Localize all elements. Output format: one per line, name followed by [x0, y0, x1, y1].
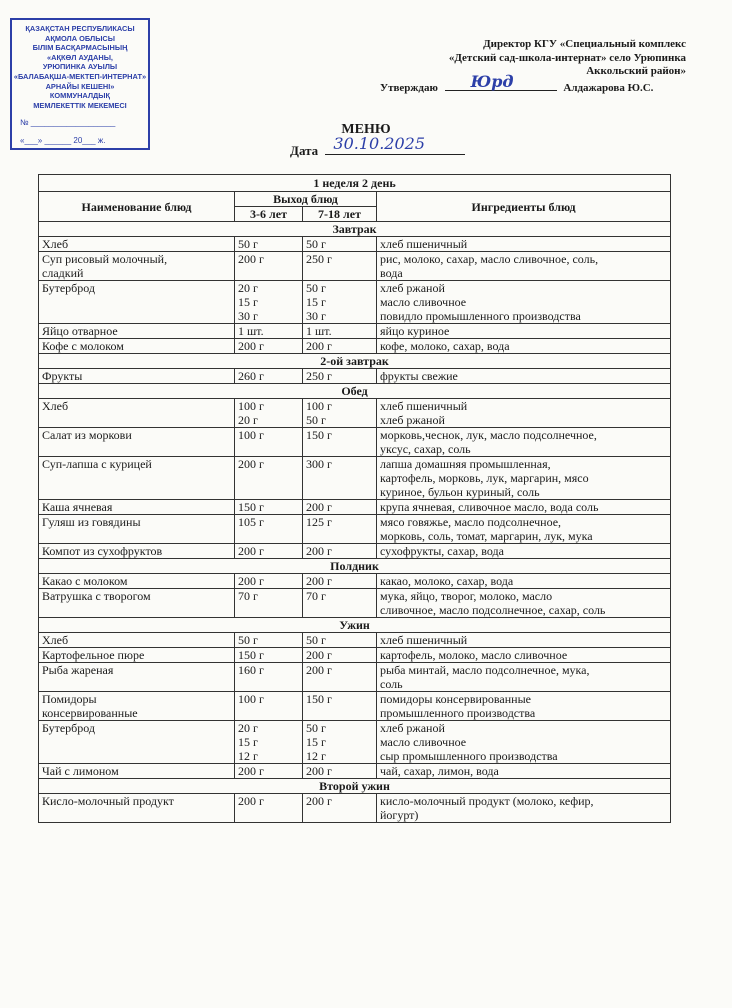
dish-cell	[39, 589, 235, 618]
ingredients-cell	[377, 544, 671, 559]
cell-line: 50 г	[306, 633, 326, 647]
portion-3-6-cell	[235, 515, 303, 544]
stamp-line: АРНАЙЫ КЕШЕНІ»	[45, 81, 115, 91]
portion-7-18-cell	[303, 252, 377, 281]
portion-3-6-cell	[235, 369, 303, 384]
ingredients-cell	[377, 457, 671, 500]
director-line: Аккольский район»	[586, 65, 686, 77]
cell-line: Суп рисовый молочный,	[42, 252, 168, 266]
stamp-line: БІЛІМ БАСҚАРМАСЫНЫҢ	[32, 43, 128, 53]
cell-line: хлеб пшеничный	[380, 237, 468, 251]
cell-line: 50 г	[238, 237, 258, 251]
cell-line: лапша домашняя промышленная,	[380, 457, 551, 471]
portion-3-6-cell	[235, 663, 303, 692]
cell-line: 200 г	[238, 764, 264, 778]
cell-line: Хлеб	[42, 633, 69, 647]
cell-line: соль	[380, 677, 403, 691]
cell-line: 300 г	[306, 457, 332, 471]
cell-line: яйцо куриное	[380, 324, 450, 338]
portion-3-6-cell	[235, 339, 303, 354]
ingredients-cell	[377, 515, 671, 544]
portion-3-6-cell	[235, 721, 303, 764]
cell-line: кисло-молочный продукт (молоко, кефир,	[380, 794, 594, 808]
cell-line: 100 г	[238, 399, 264, 413]
ingredients-cell	[377, 764, 671, 779]
cell-line: 100 г	[238, 428, 264, 442]
week-day-header: 1 неделя 2 день	[39, 175, 671, 192]
ingredients-cell	[377, 500, 671, 515]
table-row	[39, 633, 671, 648]
cell-line: 200 г	[306, 500, 332, 514]
cell-line: йогурт)	[380, 808, 419, 822]
director-line: Директор КГУ «Специальный комплекс	[483, 38, 686, 50]
dish-cell	[39, 237, 235, 252]
table-row	[39, 399, 671, 428]
table-row	[39, 428, 671, 457]
cell-line: Компот из сухофруктов	[42, 544, 163, 558]
cell-line: Хлеб	[42, 237, 69, 251]
section-row	[39, 618, 671, 633]
portion-7-18-cell	[303, 500, 377, 515]
portion-7-18-cell	[303, 692, 377, 721]
portion-7-18-cell	[303, 237, 377, 252]
signature-line	[445, 72, 557, 91]
dish-cell	[39, 692, 235, 721]
section-row	[39, 354, 671, 369]
section-title: Полдник	[39, 559, 671, 574]
table-row	[39, 764, 671, 779]
cell-line: 50 г	[238, 633, 258, 647]
cell-line: масло сливочное	[380, 735, 467, 749]
portion-7-18-cell	[303, 794, 377, 823]
approval-line	[380, 72, 654, 94]
portion-3-6-cell	[235, 281, 303, 324]
table-row	[39, 721, 671, 764]
cell-line: сладкий	[42, 266, 84, 280]
portion-3-6-cell	[235, 399, 303, 428]
page-title: МЕНЮ	[341, 122, 391, 137]
dish-cell	[39, 500, 235, 515]
portion-3-6-cell	[235, 589, 303, 618]
cell-line: 12 г	[306, 749, 326, 763]
table-row	[39, 457, 671, 500]
cell-line: Хлеб	[42, 399, 69, 413]
section-title: Ужин	[39, 618, 671, 633]
cell-line: Фрукты	[42, 369, 83, 383]
cell-line: мясо говяжье, масло подсолнечное,	[380, 515, 562, 529]
cell-line: куриное, бульон куриный, соль	[380, 485, 540, 499]
cell-line: 50 г	[306, 721, 326, 735]
cell-line: 70 г	[306, 589, 326, 603]
cell-line: помидоры консервированные	[380, 692, 531, 706]
cell-line: 160 г	[238, 663, 264, 677]
stamp-line: МЕМЛЕКЕТТІК МЕКЕМЕСІ	[33, 100, 127, 110]
cell-line: 15 г	[306, 295, 326, 309]
table-row	[39, 648, 671, 663]
portion-7-18-cell	[303, 764, 377, 779]
cell-line: 200 г	[238, 574, 264, 588]
portion-3-6-cell	[235, 794, 303, 823]
cell-line: 200 г	[238, 457, 264, 471]
portion-3-6-cell	[235, 252, 303, 281]
table-row	[39, 237, 671, 252]
cell-line: хлеб ржаной	[380, 281, 445, 295]
portion-7-18-cell	[303, 663, 377, 692]
dish-cell	[39, 633, 235, 648]
cell-line: масло сливочное	[380, 295, 467, 309]
cell-line: крупа ячневая, сливочное масло, вода соль	[380, 500, 599, 514]
dish-cell	[39, 399, 235, 428]
signature: Юрд	[470, 72, 514, 91]
cell-line: Кофе с молоком	[42, 339, 124, 353]
cell-line: 150 г	[306, 428, 332, 442]
cell-line: хлеб ржаной	[380, 721, 445, 735]
section-title: Завтрак	[39, 222, 671, 237]
cell-line: 200 г	[238, 252, 264, 266]
ingredients-cell	[377, 324, 671, 339]
portion-3-6-cell	[235, 633, 303, 648]
dish-cell	[39, 764, 235, 779]
ingredients-cell	[377, 399, 671, 428]
cell-line: 150 г	[238, 500, 264, 514]
cell-line: 200 г	[306, 339, 332, 353]
cell-line: 150 г	[306, 692, 332, 706]
table-row	[39, 369, 671, 384]
portion-3-6-cell	[235, 428, 303, 457]
cell-line: Помидоры	[42, 692, 97, 706]
portion-7-18-cell	[303, 574, 377, 589]
cell-line: 1 шт.	[306, 324, 332, 338]
cell-line: Каша ячневая	[42, 500, 113, 514]
table-row	[39, 574, 671, 589]
cell-line: Рыба жареная	[42, 663, 114, 677]
cell-line: мука, яйцо, творог, молоко, масло	[380, 589, 553, 603]
cell-line: 200 г	[238, 544, 264, 558]
ingredients-cell	[377, 794, 671, 823]
section-row	[39, 222, 671, 237]
cell-line: Ватрушка с творогом	[42, 589, 151, 603]
stamp-line: КОММУНАЛДЫҚ	[49, 91, 111, 101]
section-title: Второй ужин	[39, 779, 671, 794]
cell-line: 150 г	[238, 648, 264, 662]
date-label: Дата	[290, 143, 319, 158]
dish-cell	[39, 281, 235, 324]
cell-line: хлеб пшеничный	[380, 399, 468, 413]
cell-line: Чай с лимоном	[42, 764, 119, 778]
cell-line: рис, молоко, сахар, масло сливочное, соль,	[380, 252, 599, 266]
dish-cell	[39, 324, 235, 339]
portion-7-18-cell	[303, 324, 377, 339]
stamp-date-line: «___» ______ 20___ ж.	[20, 135, 106, 145]
table-row	[39, 663, 671, 692]
table-row	[39, 515, 671, 544]
dish-cell	[39, 339, 235, 354]
cell-line: промышленного производства	[380, 706, 536, 720]
ingredients-column-header: Ингредиенты блюд	[377, 192, 671, 222]
cell-line: морковь, соль, томат, маргарин, лук, мука	[380, 529, 593, 543]
director-line: «Детский сад-школа-интернат» село Урюпинка	[448, 51, 686, 64]
dish-cell	[39, 252, 235, 281]
table-row	[39, 794, 671, 823]
portion-7-18-cell	[303, 589, 377, 618]
ingredients-cell	[377, 237, 671, 252]
ingredients-cell	[377, 339, 671, 354]
cell-line: 100 г	[238, 692, 264, 706]
cell-line: сливочное, масло подсолнечное, сахар, соль	[380, 603, 606, 617]
cell-line: морковь,чеснок, лук, масло подсолнечное,	[380, 428, 597, 442]
table-row	[39, 339, 671, 354]
dish-cell	[39, 369, 235, 384]
cell-line: Гуляш из говядины	[42, 515, 141, 529]
stamp-line: «БАЛАБАҚША-МЕКТЕП-ИНТЕРНАТ»	[13, 71, 147, 81]
cell-line: вода	[380, 266, 403, 280]
stamp-line: «АҚКӨЛ АУДАНЫ,	[47, 52, 113, 62]
cell-line: 50 г	[306, 413, 326, 427]
cell-line: 200 г	[238, 339, 264, 353]
table-row	[39, 252, 671, 281]
dish-cell	[39, 663, 235, 692]
cell-line: 20 г	[238, 281, 258, 295]
portion-7-18-cell	[303, 457, 377, 500]
cell-line: какао, молоко, сахар, вода	[380, 574, 514, 588]
date-line	[325, 134, 465, 155]
cell-line: 200 г	[306, 574, 332, 588]
cell-line: чай, сахар, лимон, вода	[380, 764, 499, 778]
cell-line: 30 г	[238, 309, 258, 323]
cell-line: сухофрукты, сахар, вода	[380, 544, 504, 558]
date-row	[290, 134, 465, 159]
stamp-line: УРЮПИНКА АУЫЛЫ	[42, 62, 118, 72]
portion-7-18-cell	[303, 648, 377, 663]
age-7-18-header: 7-18 лет	[303, 207, 377, 222]
portion-3-6-cell	[235, 237, 303, 252]
cell-line: 15 г	[238, 295, 258, 309]
cell-line: повидло промышленного производства	[380, 309, 581, 323]
cell-line: 200 г	[306, 794, 332, 808]
ingredients-cell	[377, 663, 671, 692]
cell-line: уксус, сахар, соль	[380, 442, 471, 456]
cell-line: 200 г	[306, 663, 332, 677]
table-row	[39, 589, 671, 618]
table-row	[39, 692, 671, 721]
portion-3-6-cell	[235, 457, 303, 500]
table-row	[39, 281, 671, 324]
date-value: 30.10.2025	[333, 134, 426, 153]
dish-cell	[39, 457, 235, 500]
cell-line: 50 г	[306, 281, 326, 295]
ingredients-cell	[377, 721, 671, 764]
cell-line: Картофельное пюре	[42, 648, 145, 662]
dish-cell	[39, 515, 235, 544]
cell-line: фрукты свежие	[380, 369, 458, 383]
portion-7-18-cell	[303, 399, 377, 428]
ingredients-cell	[377, 648, 671, 663]
stamp-number-line: № ___________________	[20, 118, 116, 128]
signer-name: Алдажарова Ю.С.	[563, 82, 654, 94]
cell-line: 70 г	[238, 589, 258, 603]
ingredients-cell	[377, 428, 671, 457]
section-row	[39, 779, 671, 794]
portion-3-6-cell	[235, 574, 303, 589]
table-row	[39, 324, 671, 339]
ingredients-cell	[377, 589, 671, 618]
cell-line: Кисло-молочный продукт	[42, 794, 174, 808]
cell-line: 20 г	[238, 413, 258, 427]
portion-7-18-cell	[303, 339, 377, 354]
portion-7-18-cell	[303, 281, 377, 324]
ingredients-cell	[377, 369, 671, 384]
cell-line: 50 г	[306, 237, 326, 251]
approve-label: Утверждаю	[380, 82, 438, 94]
portion-7-18-cell	[303, 544, 377, 559]
cell-line: рыба минтай, масло подсолнечное, мука,	[380, 663, 590, 677]
cell-line: картофель, морковь, лук, маргарин, мясо	[380, 471, 589, 485]
portion-7-18-cell	[303, 428, 377, 457]
stamp-line: АҚМОЛА ОБЛЫСЫ	[44, 33, 116, 43]
dish-cell	[39, 648, 235, 663]
cell-line: 250 г	[306, 252, 332, 266]
cell-line: Какао с молоком	[42, 574, 128, 588]
dish-cell	[39, 721, 235, 764]
cell-line: консервированные	[42, 706, 138, 720]
portion-3-6-cell	[235, 500, 303, 515]
section-title: Обед	[39, 384, 671, 399]
cell-line: 200 г	[238, 794, 264, 808]
portion-7-18-cell	[303, 633, 377, 648]
portion-3-6-cell	[235, 764, 303, 779]
section-title: 2-ой завтрак	[39, 354, 671, 369]
table-row	[39, 544, 671, 559]
cell-line: Суп-лапша с курицей	[42, 457, 152, 471]
portion-3-6-cell	[235, 544, 303, 559]
cell-line: 105 г	[238, 515, 264, 529]
stamp-line: ҚАЗАҚСТАН РЕСПУБЛИКАСЫ	[25, 24, 135, 33]
dish-cell	[39, 794, 235, 823]
cell-line: Бутерброд	[42, 721, 96, 735]
ingredients-cell	[377, 692, 671, 721]
cell-line: кофе, молоко, сахар, вода	[380, 339, 510, 353]
cell-line: Бутерброд	[42, 281, 96, 295]
section-row	[39, 384, 671, 399]
section-row	[39, 559, 671, 574]
cell-line: 1 шт.	[238, 324, 264, 338]
age-3-6-header: 3-6 лет	[235, 207, 303, 222]
cell-line: 30 г	[306, 309, 326, 323]
cell-line: 15 г	[238, 735, 258, 749]
ingredients-cell	[377, 633, 671, 648]
dish-cell	[39, 574, 235, 589]
cell-line: 260 г	[238, 369, 264, 383]
output-column-header: Выход блюд	[235, 192, 377, 207]
cell-line: Яйцо отварное	[42, 324, 118, 338]
portion-3-6-cell	[235, 648, 303, 663]
dish-column-header: Наименование блюд	[39, 192, 235, 222]
ingredients-cell	[377, 252, 671, 281]
ingredients-cell	[377, 281, 671, 324]
portion-7-18-cell	[303, 369, 377, 384]
cell-line: хлеб пшеничный	[380, 633, 468, 647]
cell-line: 15 г	[306, 735, 326, 749]
cell-line: сыр промышленного производства	[380, 749, 558, 763]
cell-line: картофель, молоко, масло сливочное	[380, 648, 568, 662]
dish-cell	[39, 428, 235, 457]
cell-line: 250 г	[306, 369, 332, 383]
cell-line: 200 г	[306, 764, 332, 778]
portion-7-18-cell	[303, 515, 377, 544]
cell-line: 200 г	[306, 544, 332, 558]
cell-line: 20 г	[238, 721, 258, 735]
cell-line: 100 г	[306, 399, 332, 413]
cell-line: хлеб ржаной	[380, 413, 445, 427]
table-row	[39, 500, 671, 515]
portion-3-6-cell	[235, 324, 303, 339]
ingredients-cell	[377, 574, 671, 589]
menu-table	[38, 174, 671, 823]
dish-cell	[39, 544, 235, 559]
portion-7-18-cell	[303, 721, 377, 764]
cell-line: Салат из моркови	[42, 428, 132, 442]
cell-line: 125 г	[306, 515, 332, 529]
menu-body	[39, 222, 671, 823]
portion-3-6-cell	[235, 692, 303, 721]
cell-line: 12 г	[238, 749, 258, 763]
cell-line: 200 г	[306, 648, 332, 662]
